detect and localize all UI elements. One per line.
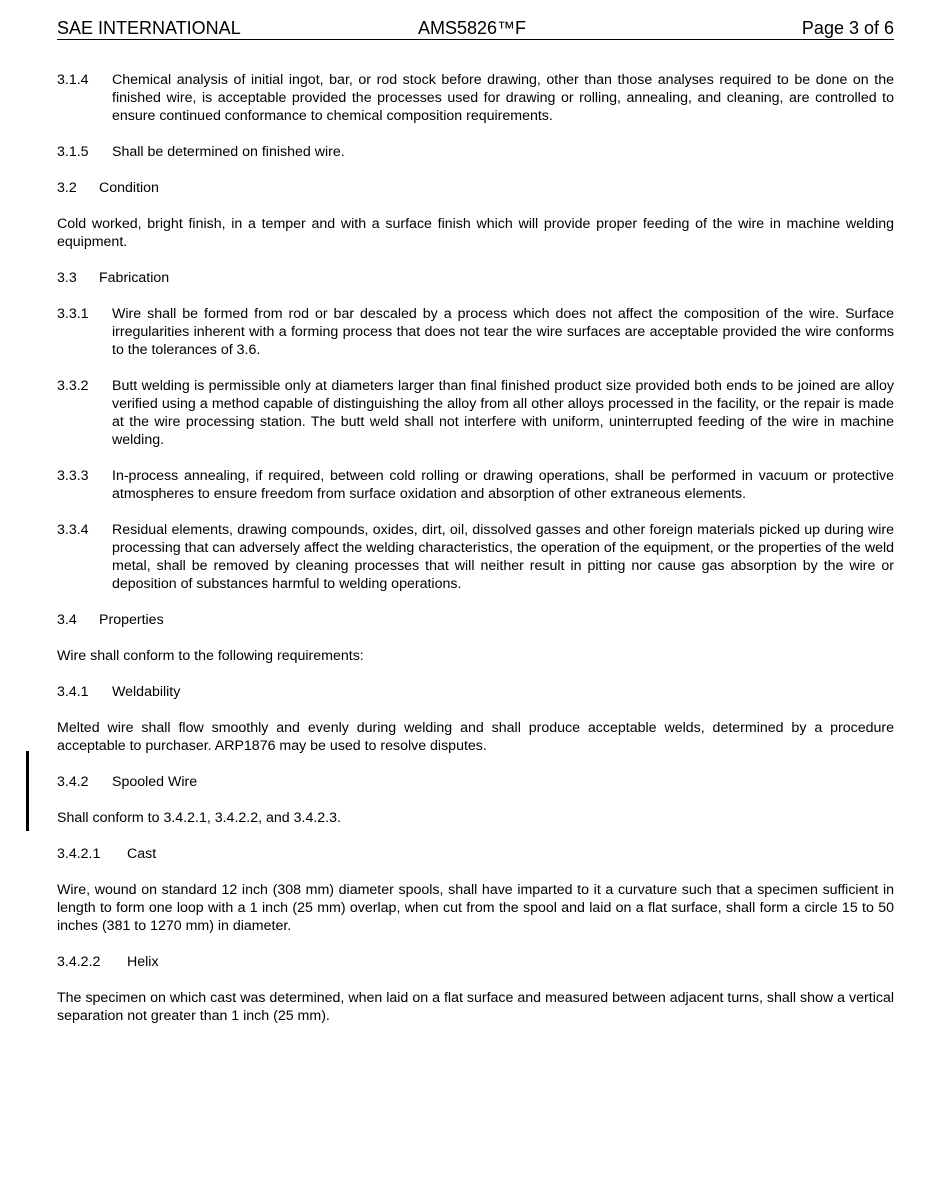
section-3-1-5 <box>57 143 894 161</box>
section-title: Helix <box>127 954 159 970</box>
section-title: Cast <box>127 846 157 862</box>
section-title: Spooled Wire <box>112 774 198 790</box>
heading-3-4-2-2 <box>57 953 894 971</box>
section-text: Butt welding is permissible only at diameters larger than final finished product size provided both ends to be joined are alloy verified using a method capable of distinguishing the alloy from all other alloys processed in the facility, or the repair is made at the wire processing station. The butt weld shall not interfere with uniform, uninterrupted feeding of the wire in machine welding. <box>112 378 894 448</box>
paragraph-properties: Wire shall conform to the following requirements: <box>57 648 364 664</box>
section-number: 3.3.4 <box>57 522 89 538</box>
revision-change-bar <box>26 751 29 831</box>
paragraph-weldability: Melted wire shall flow smoothly and evenly during welding and shall produce acceptable welds, determined by a procedure acceptable to purchaser. ARP1876 may be used to resolve disputes. <box>57 720 894 754</box>
section-text: Chemical analysis of initial ingot, bar, or rod stock before drawing, other than those analyses required to be done on the finished wire, is acceptable provided the processes used for drawing or rolling, annealing, and cleaning, are controlled to ensure continued conformance to chemical composition requirements. <box>112 72 894 124</box>
paragraph-condition: Cold worked, bright finish, in a temper and with a surface finish which will provide proper feeding of the wire in machine welding equipment. <box>57 216 894 250</box>
section-3-3-4 <box>57 521 894 593</box>
section-text: Wire shall be formed from rod or bar descaled by a process which does not affect the composition of the wire. Surface irregularities inherent with a forming process that does not tear the wire surfaces are acceptable provided the wire conforms to the tolerances of 3.6. <box>112 306 894 358</box>
section-3-3-3 <box>57 467 894 503</box>
section-text: Shall be determined on finished wire. <box>112 144 345 160</box>
section-title: Fabrication <box>99 270 170 286</box>
section-number: 3.4.2.2 <box>57 954 101 970</box>
section-number: 3.3 <box>57 270 77 286</box>
section-text: In-process annealing, if required, between cold rolling or drawing operations, shall be performed in vacuum or protective atmospheres to ensure freedom from surface oxidation and absorption of other extraneous elements. <box>112 468 894 502</box>
section-title: Condition <box>99 180 159 196</box>
section-3-3-2 <box>57 377 894 449</box>
header-organization: SAE INTERNATIONAL <box>57 18 241 38</box>
header-page-number: Page 3 of 6 <box>801 18 894 38</box>
header-spec-number: AMS5826™F <box>418 18 527 38</box>
heading-3-4-2 <box>57 773 894 791</box>
paragraph-spooled-wire: Shall conform to 3.4.2.1, 3.4.2.2, and 3.4.2.3. <box>57 810 341 826</box>
section-3-1-4 <box>57 71 894 125</box>
heading-3-4-1 <box>57 683 894 701</box>
document-body <box>57 71 894 1043</box>
section-number: 3.1.5 <box>57 144 89 160</box>
paragraph-cast: Wire, wound on standard 12 inch (308 mm) diameter spools, shall have imparted to it a curvature such that a specimen sufficient in length to form one loop with a 1 inch (25 mm) overlap, when cut from the spool and laid on a flat surface, shall form a circle 15 to 50 inches (381 to 1270 mm) in diameter. <box>57 882 894 934</box>
section-number: 3.4.2.1 <box>57 846 101 862</box>
section-text: Residual elements, drawing compounds, oxides, dirt, oil, dissolved gasses and other foreign materials picked up during wire processing that can adversely affect the welding characteristics, the operation of the equipment, or the properties of the weld metal, shall be removed by cleaning processes that will neither result in pitting nor cause gas absorption by the wire or deposition of substances harmful to welding operations. <box>112 522 894 592</box>
heading-3-4-2-1 <box>57 845 894 863</box>
section-number: 3.4.2 <box>57 774 89 790</box>
section-number: 3.3.1 <box>57 306 89 322</box>
section-title: Weldability <box>112 684 181 700</box>
section-number: 3.4.1 <box>57 684 89 700</box>
section-number: 3.2 <box>57 180 77 196</box>
section-number: 3.3.2 <box>57 378 89 394</box>
heading-3-4 <box>57 611 894 629</box>
paragraph-helix: The specimen on which cast was determined, when laid on a flat surface and measured between adjacent turns, shall show a vertical separation not greater than 1 inch (25 mm). <box>57 990 894 1024</box>
page-header <box>57 17 894 40</box>
section-number: 3.4 <box>57 612 77 628</box>
heading-3-3 <box>57 269 894 287</box>
section-title: Properties <box>99 612 164 628</box>
heading-3-2 <box>57 179 894 197</box>
section-3-3-1 <box>57 305 894 359</box>
section-number: 3.3.3 <box>57 468 89 484</box>
section-number: 3.1.4 <box>57 72 89 88</box>
